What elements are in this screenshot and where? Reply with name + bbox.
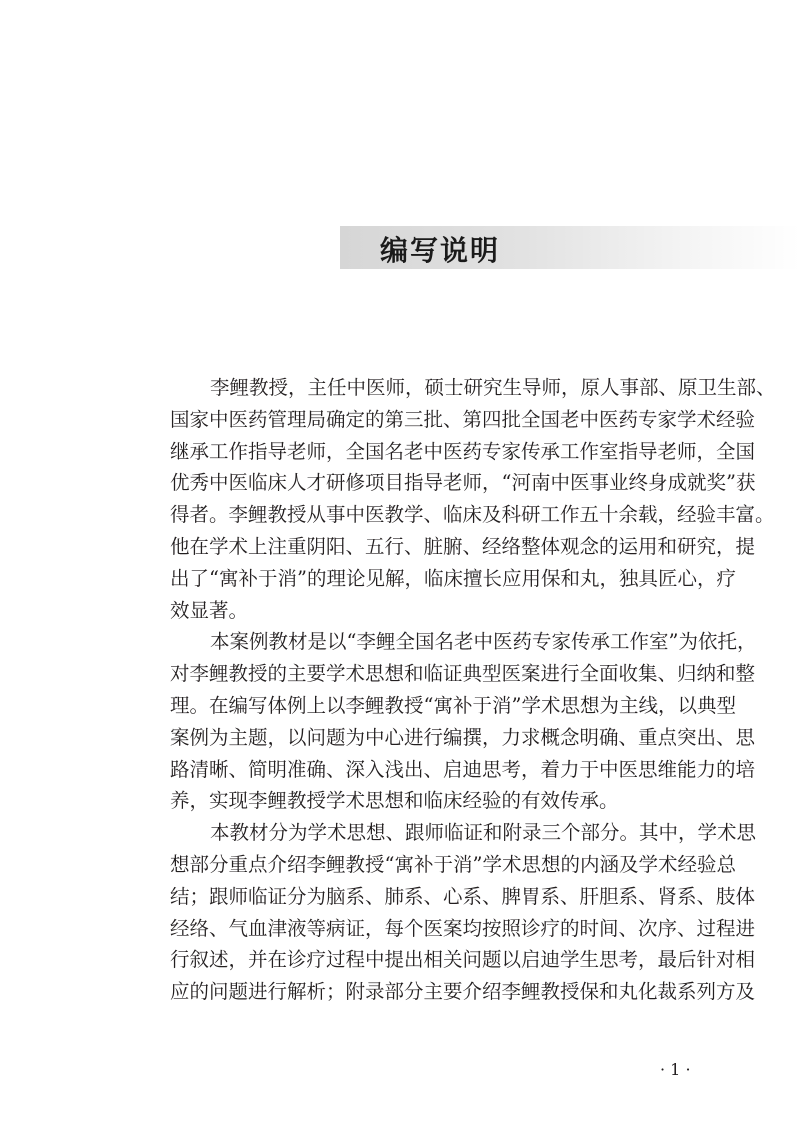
text-line: 他在学术上注重阴阳、五行、脏腑、经络整体观念的运用和研究，提 xyxy=(170,534,756,558)
page-number: · 1 · xyxy=(660,1060,691,1079)
paragraph xyxy=(170,372,776,626)
body-text xyxy=(170,372,776,1008)
text-line: 得者。李鲤教授从事中医教学、临床及科研工作五十余载，经验丰富。 xyxy=(170,503,775,527)
paragraph xyxy=(170,817,757,1008)
page-title: 编写说明 xyxy=(380,234,501,267)
text-line: 效显著。 xyxy=(170,598,249,622)
text-line: 想部分重点介绍李鲤教授“寓补于消”学术思想的内涵及学术经验总 xyxy=(170,852,736,876)
text-line: 对李鲤教授的主要学术思想和临证典型医案进行全面收集、归纳和整 xyxy=(170,662,756,686)
text-line: 李鲤教授，主任中医师，硕士研究生导师，原人事部、原卫生部、 xyxy=(210,376,776,399)
text-line: 应的问题进行解析；附录部分主要介绍李鲤教授保和丸化裁系列方及 xyxy=(170,980,756,1004)
text-line: 国家中医药管理局确定的第三批、第四批全国老中医药专家学术经验 xyxy=(170,407,756,431)
text-line: 路清晰、简明准确、深入浅出、启迪思考，着力于中医思维能力的培 xyxy=(170,757,756,781)
text-line: 本教材分为学术思想、跟师临证和附录三个部分。其中，学术思 xyxy=(210,821,757,845)
text-line: 行叙述，并在诊疗过程中提出相关问题以启迪学生思考，最后针对相 xyxy=(170,948,756,972)
text-line: 理。在编写体例上以李鲤教授“寓补于消”学术思想为主线，以典型 xyxy=(170,693,736,717)
text-line: 优秀中医临床人才研修项目指导老师，“河南中医事业终身成就奖”获 xyxy=(170,471,756,495)
text-line: 经络、气血津液等病证，每个医案均按照诊疗的时间、次序、过程进 xyxy=(170,916,756,940)
text-line: 继承工作指导老师，全国名老中医药专家传承工作室指导老师，全国 xyxy=(170,439,756,463)
text-line: 案例为主题，以问题为中心进行编撰，力求概念明确、重点突出、思 xyxy=(170,725,756,749)
text-line: 结；跟师临证分为脑系、肺系、心系、脾胃系、肝胆系、肾系、肢体 xyxy=(170,884,756,908)
text-line: 本案例教材是以“李鲤全国名老中医药专家传承工作室”为依托， xyxy=(210,630,757,654)
paragraph xyxy=(170,626,757,817)
text-line: 养，实现李鲤教授学术思想和临床经验的有效传承。 xyxy=(170,789,619,813)
text-line: 出了“寓补于消”的理论见解，临床擅长应用保和丸，独具匠心，疗 xyxy=(170,566,736,590)
